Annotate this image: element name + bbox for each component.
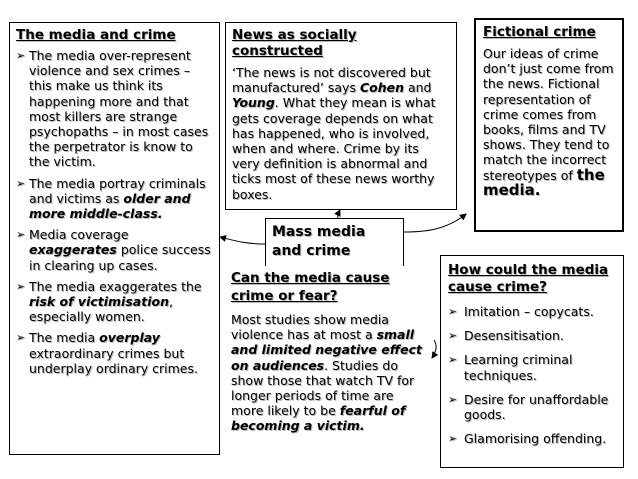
list-item: ➢ Media coverage exaggerates police success in clearing up cases. — [16, 227, 211, 273]
media-cause-fear-text: Most studies show media violence has at most a small and limited negative effect on audiences. Studies do show those that watch TV for longer periods of time are more likely to be fearful of becoming a victim. — [231, 312, 423, 434]
list-item: ➢ The media exaggerates the risk of victimisation, especially women. — [16, 278, 202, 325]
list-item: ➢ Desire for unaffordable goods. — [448, 391, 609, 423]
list-item: ➢ The media over-represent violence and sex crimes – this make us think its happening more and that most killers are strange psychopaths – in most cases the perpetrator is know to the victim. — [16, 48, 209, 170]
news-constructed-text: ‘The news is not discovered but manufactured’ says Cohen and Young. What they mean is what gets coverage depends on what has happened, who is involved, when and where. Crime by its very definition is abnormal and ticks most of these news worthy boxes. — [232, 65, 436, 202]
list-item: ➢ Imitation – copycats. — [448, 304, 594, 319]
arrowhead-bullet-icon: ➢ — [16, 176, 26, 190]
media-and-crime-list — [16, 48, 213, 376]
fictional-crime-heading: Fictional crime — [483, 24, 596, 40]
list-item: ➢ The media portray criminals and victims as older and more middle-class. — [16, 175, 206, 222]
list-item: ➢ Desensitisation. — [448, 328, 564, 344]
list-item: ➢ Learning criminal techniques. — [448, 352, 573, 383]
arrow-to-news-constructed — [338, 210, 340, 218]
arrowhead-bullet-icon: ➢ — [448, 353, 458, 367]
arrowhead-bullet-icon: ➢ — [448, 329, 458, 343]
media-and-crime-box — [9, 22, 220, 455]
news-constructed-heading: News as socially constructed — [232, 27, 357, 59]
fictional-crime-box — [474, 18, 624, 232]
how-media-cause-crime-list — [448, 304, 616, 446]
arrowhead-bullet-icon: ➢ — [448, 432, 458, 446]
arrowhead-bullet-icon: ➢ — [16, 49, 26, 62]
how-media-cause-crime-box — [440, 255, 624, 468]
arrowhead-bullet-icon: ➢ — [16, 331, 26, 345]
list-item: ➢ The media overplay extraordinary crimes but underplay ordinary crimes. — [16, 330, 198, 376]
mass-media-crime-title: Mass media and crime — [272, 224, 366, 259]
list-item: ➢ Glamorising offending. — [448, 431, 607, 447]
news-constructed-box — [225, 22, 457, 210]
arrow-to-fictional-crime — [404, 214, 466, 232]
mass-media-crime-centre-box — [265, 218, 404, 268]
arrow-from-fear-box — [432, 340, 436, 358]
media-cause-fear-box — [225, 266, 430, 462]
fictional-crime-text: Our ideas of crime don’t just come from the news. Fictional representation of crime comes from books, films and TV shows. They tend to match the incorrect stereotypes of the media. — [483, 46, 614, 199]
arrowhead-bullet-icon: ➢ — [16, 279, 26, 293]
arrowhead-bullet-icon: ➢ — [448, 305, 458, 318]
arrowhead-bullet-icon: ➢ — [448, 392, 458, 406]
how-media-cause-crime-heading: How could the media cause crime? — [448, 262, 609, 295]
media-cause-fear-heading: Can the media cause crime or fear? — [231, 270, 390, 304]
media-and-crime-heading: The media and crime — [16, 27, 176, 43]
arrow-to-media-and-crime — [220, 237, 265, 244]
arrowhead-bullet-icon: ➢ — [16, 228, 26, 242]
